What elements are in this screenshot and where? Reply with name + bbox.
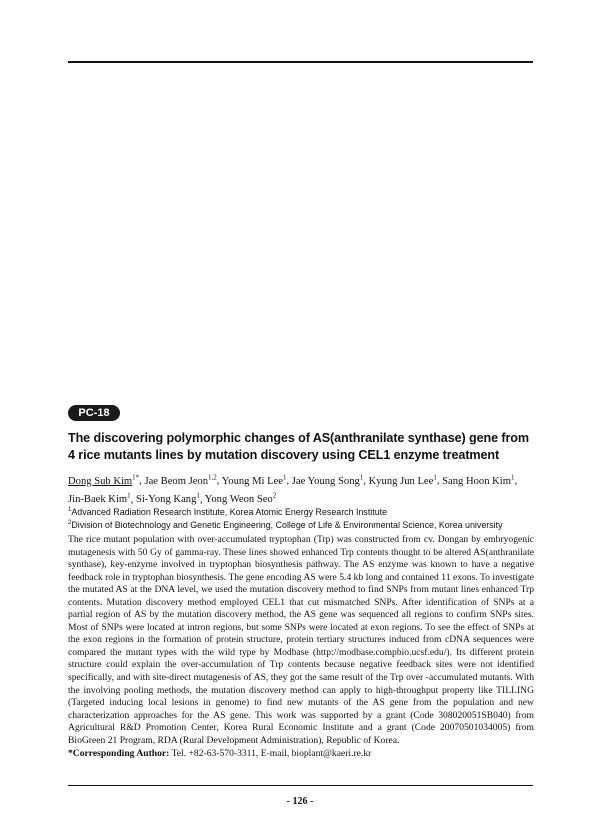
affiliation-list	[68, 505, 536, 532]
author-name: Yong Weon Seo$^2$	[204, 491, 277, 506]
corresponding-label: *Corresponding Author:	[68, 748, 170, 759]
author-name: Dong Sub Kim$^{1*}$	[68, 473, 140, 487]
affiliation: $^2$Division of Biotechnology and Genetic Engineering, College of Life & Environmental Science, Korea university	[68, 520, 503, 531]
affiliation: $^1$Advanced Radiation Research Institute, Korea Atomic Energy Research Institute	[68, 506, 388, 517]
author-name: Jin-Baek Kim$^1$	[68, 491, 131, 506]
session-badge: PC-18	[68, 405, 120, 421]
author-name: Kyung Jun Lee$^1$	[368, 473, 437, 487]
header-rule	[68, 61, 533, 63]
page-number: - 126 -	[286, 796, 314, 807]
corresponding-contact: Tel. +82-63-570-3311, E-mail, bioplant@kaeri.re.kr	[169, 748, 372, 759]
abstract-body: The rice mutant population with over-accumulated tryptophan (Trp) was constructed from cv. Dongan by embryogenic mutagenesis with 50 Gy of gamma-ray. These lines showed enhanced Trp contents thought to be altered AS(anthranilate synthase), key-enzyme involved in tryptophan biosynthesis pathway. The AS enzyme was known to have a negative feedback role in tryptophan biosynthesis. The gene encoding AS were 5.4 kb long and contained 11 exons. To investigate the mutated AS at the DNA level, we used the mutation discovery method to find SNPs from mutant lines enhanced Trp contents. Mutation discovery method employed CEL1 that cut mismatched SNPs. After identification of SNPs at a partial region of AS by the mutation discovery method, the AS gene was sequenced all regions to confirm SNPs sites. Most of SNPs were located at intron regions, but some SNPs were located at exon regions. To see the effect of SNPs at the exon regions in the formation of protein structure, protein tertiary structures induced from cDNA sequences were compared the mutant types with the wild type by Modbase (http://modbase.compbio.ucsf.edu/). Its different protein structure could explain the over-accumulation of Trp contents because negative feedback sites were not identified specifically, and with site-direct mutagenesis of AS, they got the same result of the Trp over -accumulated mutants. With the involving pooling methods, the mutation discovery method can apply to high-throughput property like TILLING (Targeted inducing local lesions in genome) to find new mutants of the AS gene from the population and new characterization approaches for the AS gene. This work was supported by a grant (Code 308020051SB040) from Agricultural R&D Promotion Center, Korea Rural Economic Institute and a grant (Code 20070501034005) from BioGreen 21 Program, RDA (Rural Development Administration), Republic of Korea.	[68, 534, 534, 746]
author-name: Si-Yong Kang$^1$	[135, 491, 200, 506]
author-name: Young Mi Lee$^1$	[221, 473, 287, 487]
author-name: Jae Young Song$^1$	[291, 473, 364, 487]
author-name: Jae Beom Jeon$^{1,2}$	[144, 473, 217, 487]
author-list: Dong Sub Kim$^{1*}$, Jae Beom Jeon$^{1,2}$, Young Mi Lee$^1$, Jae Young Song$^1$, Kyung Jun Lee$^1$, Sang Hoon Kim$^1$, Jin-Baek Kim$^1$, Si-Yong Kang$^1$, Yong Weon Seo$^2$	[68, 473, 518, 506]
footer-rule	[68, 785, 533, 786]
corresponding-author	[68, 748, 536, 760]
author-name: Sang Hoon Kim$^1$	[442, 473, 515, 487]
paper-title: The discovering polymorphic changes of AS(anthranilate synthase) gene from 4 rice mutants lines by mutation discovery using CEL1 enzyme treatment	[68, 431, 529, 462]
